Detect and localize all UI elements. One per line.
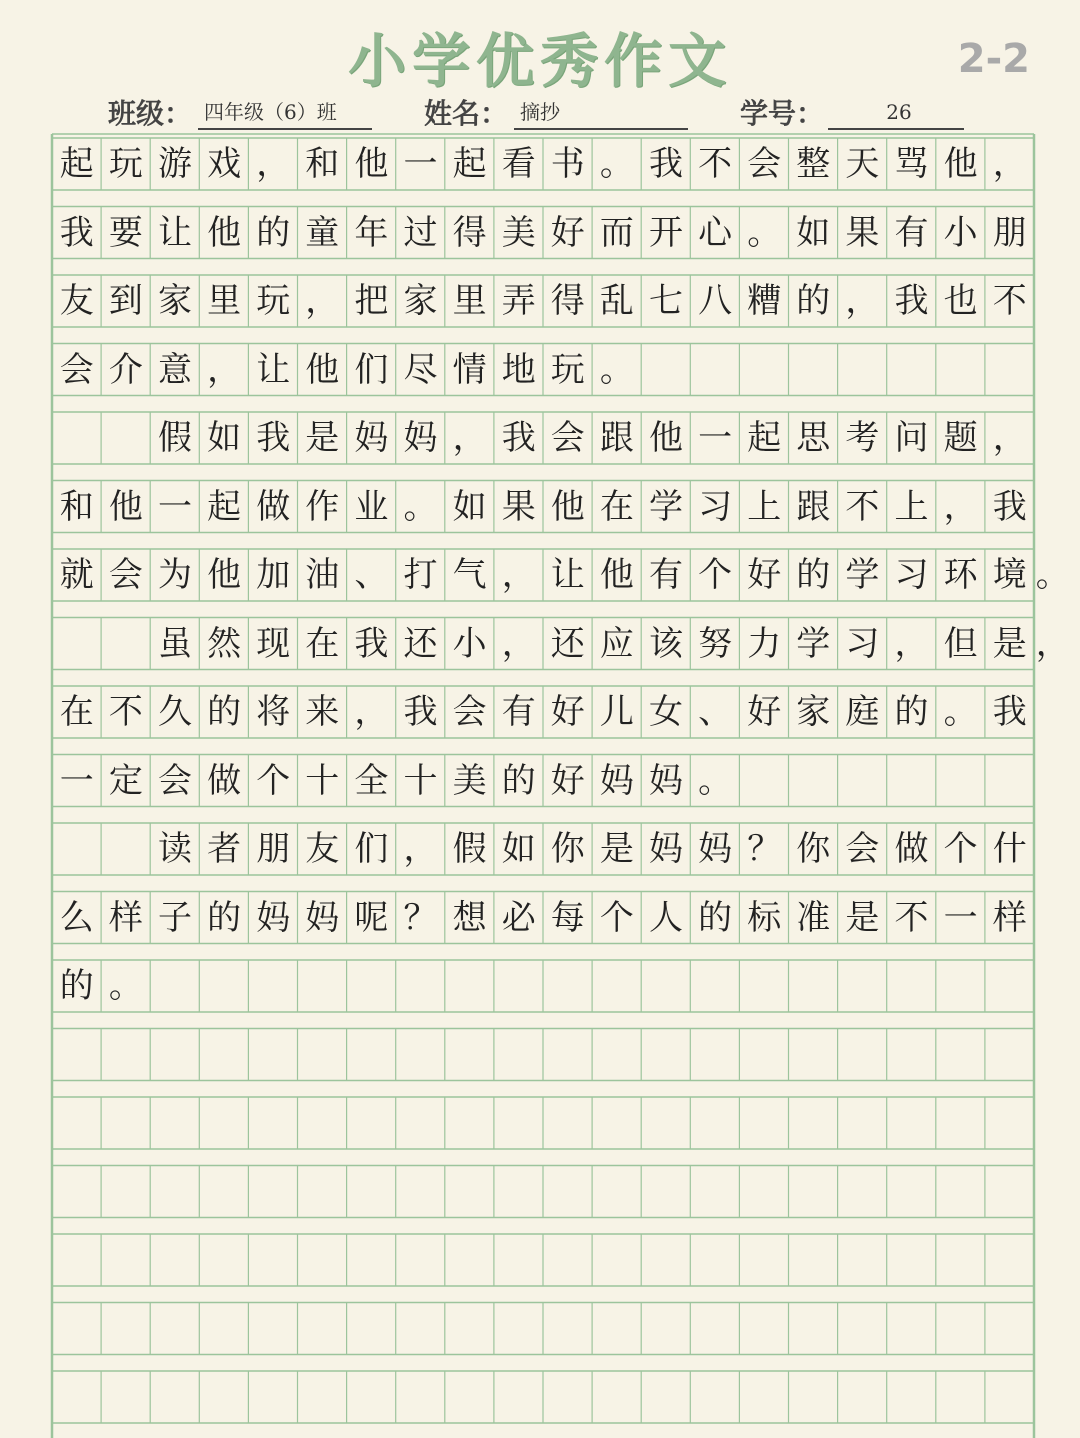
essay-char: 弄 (501, 281, 536, 321)
essay-char: 是 (599, 829, 634, 869)
name-label: 姓名： (424, 97, 509, 130)
essay-char: 的 (207, 692, 242, 732)
essay-char: 童 (305, 212, 340, 253)
essay-char: 他 (305, 349, 340, 390)
essay-char: 不 (108, 692, 143, 732)
essay-char: 女 (648, 692, 683, 732)
essay-char: ？ (403, 897, 438, 938)
essay-char: 地 (501, 349, 536, 390)
essay-char: 戏 (207, 144, 242, 184)
essay-char: 家 (157, 281, 192, 321)
essay-char: 让 (550, 555, 585, 595)
essay-char: 上 (747, 486, 782, 527)
essay-char: ， (943, 486, 978, 527)
essay-char: ， (305, 281, 340, 321)
essay-char: 。 (1035, 555, 1070, 595)
essay-char: 介 (108, 349, 143, 390)
essay-char: 个 (599, 897, 634, 938)
class-value: 四年级（6）班 (198, 96, 372, 130)
essay-char: ， (354, 692, 389, 732)
essay-char: 、 (354, 555, 389, 595)
essay-char: 里 (207, 281, 242, 321)
essay-char: 玩 (108, 144, 143, 184)
essay-char: 在 (305, 623, 340, 664)
essay-char: 十 (403, 760, 438, 801)
essay-char: 和 (305, 144, 340, 184)
essay-char: 。 (698, 760, 733, 801)
essay-char: 如 (501, 829, 536, 869)
essay-char: 一 (943, 897, 978, 938)
essay-char: 家 (796, 692, 831, 732)
essay-char: 我 (648, 144, 683, 184)
essay-char: 他 (599, 555, 634, 595)
essay-char: 妈 (256, 897, 291, 938)
essay-char: 来 (305, 692, 340, 732)
essay-char: 起 (59, 144, 94, 184)
essay-char: 气 (452, 555, 487, 595)
essay-char: 会 (157, 760, 192, 801)
essay-char: 的 (59, 966, 94, 1006)
essay-char: 玩 (550, 349, 585, 390)
essay-char: 问 (894, 418, 929, 458)
essay-char: 我 (256, 418, 291, 458)
essay-char: 个 (698, 555, 733, 595)
essay-char: 天 (845, 144, 880, 184)
essay-char: 和 (59, 486, 94, 527)
essay-char: 思 (796, 418, 831, 458)
essay-char: 一 (403, 144, 438, 184)
essay-char: ？ (747, 829, 782, 869)
essay-char: 有 (894, 212, 929, 253)
essay-char: 会 (59, 349, 94, 390)
essay-char: 年 (354, 212, 389, 253)
essay-char: 八 (698, 281, 733, 321)
essay-char: 整 (796, 144, 831, 184)
essay-char: 妈 (599, 760, 634, 801)
essay-char: 家 (403, 281, 438, 321)
essay-char: 他 (207, 555, 242, 595)
essay-char: 我 (992, 486, 1027, 527)
essay-char: 做 (894, 829, 929, 869)
essay-char: 让 (256, 349, 291, 390)
essay-char: 为 (157, 555, 192, 595)
essay-char: 心 (698, 212, 733, 253)
essay-char: 努 (698, 623, 733, 664)
essay-char: 考 (845, 418, 880, 458)
essay-char: 业 (354, 486, 389, 527)
essay-char: ， (501, 555, 536, 595)
essay-char: 意 (157, 349, 192, 390)
page-title: 小学优秀作文 (347, 27, 732, 95)
essay-char: 是 (845, 897, 880, 938)
essay-char: 过 (403, 212, 438, 253)
essay-char: 骂 (894, 144, 929, 184)
essay-char: 题 (943, 418, 978, 458)
essay-char: 油 (305, 555, 340, 595)
essay-char: 我 (354, 623, 389, 664)
essay-char: 到 (108, 281, 143, 321)
essay-char: ， (992, 418, 1027, 458)
essay-char: 全 (354, 760, 389, 801)
essay-char: 。 (747, 212, 782, 253)
essay-char: 定 (108, 760, 143, 801)
essay-char: 久 (157, 692, 192, 732)
essay-char: 我 (59, 212, 94, 253)
essay-char: 还 (550, 623, 585, 664)
essay-char: 该 (648, 623, 683, 664)
essay-char: 做 (256, 486, 291, 527)
essay-char: 起 (207, 486, 242, 527)
essay-char: 学 (648, 486, 683, 527)
essay-char: 什 (992, 829, 1027, 869)
essay-char: 不 (698, 144, 733, 184)
essay-char: 一 (59, 760, 94, 801)
essay-char: 、 (698, 692, 733, 732)
essay-char: 你 (550, 829, 585, 869)
essay-char: 十 (305, 760, 340, 801)
essay-char: 不 (992, 281, 1027, 321)
essay-char: 乱 (599, 281, 634, 321)
essay-char: 起 (747, 418, 782, 458)
essay-char: ， (501, 623, 536, 664)
essay-char: 情 (452, 349, 487, 390)
essay-char: 境 (992, 555, 1027, 595)
essay-char: 七 (648, 281, 683, 321)
essay-char: 就 (59, 555, 94, 595)
essay-char: 小 (452, 623, 487, 664)
essay-char: 妈 (305, 897, 340, 938)
essay-char: 会 (452, 692, 487, 732)
essay-char: ， (403, 829, 438, 869)
essay-char: 假 (157, 418, 192, 458)
essay-char: 得 (452, 212, 487, 253)
essay-char: ， (452, 418, 487, 458)
essay-char: 标 (747, 897, 782, 938)
essay-char: 读 (157, 829, 192, 869)
essay-char: 的 (501, 760, 536, 801)
essay-char: 我 (501, 418, 536, 458)
essay-char: 我 (992, 692, 1027, 732)
essay-char: 习 (698, 486, 733, 527)
essay-char: 好 (550, 760, 585, 801)
essay-char: 好 (747, 555, 782, 595)
essay-char: 小 (943, 212, 978, 253)
essay-char: 糟 (747, 281, 782, 321)
essay-char: 者 (207, 829, 242, 869)
essay-char: 作 (305, 486, 340, 527)
essay-char: 加 (256, 555, 291, 595)
essay-char: 会 (108, 555, 143, 595)
essay-char: 。 (599, 144, 634, 184)
essay-char: 让 (157, 212, 192, 253)
essay-char: 的 (698, 897, 733, 938)
essay-char: 把 (354, 281, 389, 321)
essay-char: 必 (501, 897, 536, 938)
essay-char: 的 (894, 692, 929, 732)
essay-char: 习 (894, 555, 929, 595)
essay-char: 有 (501, 692, 536, 732)
essay-char: 在 (599, 486, 634, 527)
essay-char: 一 (157, 486, 192, 527)
essay-char: 妈 (648, 829, 683, 869)
essay-char: 打 (403, 555, 438, 595)
essay-char: 你 (796, 829, 831, 869)
essay-char: ， (207, 349, 242, 390)
essay-char: 是 (992, 623, 1027, 664)
essay-char: 环 (943, 555, 978, 595)
essay-char: 庭 (845, 692, 880, 732)
essay-char: 玩 (256, 281, 291, 321)
essay-char: 妈 (354, 418, 389, 458)
essay-char: 他 (207, 212, 242, 253)
essay-char: 跟 (796, 486, 831, 527)
essay-char: 。 (108, 966, 143, 1006)
essay-char: 好 (747, 692, 782, 732)
essay-char: 开 (648, 212, 683, 253)
essay-char: 书 (550, 144, 585, 184)
essay-char: 想 (452, 897, 487, 938)
essay-char: 看 (501, 144, 536, 184)
essay-char: 的 (796, 281, 831, 321)
essay-char: 是 (305, 418, 340, 458)
essay-char: ， (894, 623, 929, 664)
essay-char: 会 (747, 144, 782, 184)
essay-char: 力 (747, 623, 782, 664)
essay-char: 一 (698, 418, 733, 458)
essay-char: 在 (59, 692, 94, 732)
essay-char: 们 (354, 349, 389, 390)
essay-char: 准 (796, 897, 831, 938)
student-no-value: 26 (828, 96, 964, 130)
essay-char: ， (845, 281, 880, 321)
essay-char: 友 (305, 829, 340, 869)
essay-char: 们 (354, 829, 389, 869)
essay-char: 如 (796, 212, 831, 253)
essay-char: 的 (207, 897, 242, 938)
essay-char: 呢 (354, 897, 389, 938)
essay-char: 然 (207, 623, 242, 664)
essay-char: 做 (207, 760, 242, 801)
essay-char: 儿 (599, 692, 634, 732)
essay-char: 每 (550, 897, 585, 938)
essay-char: 会 (550, 418, 585, 458)
essay-char: 也 (943, 281, 978, 321)
essay-char: 样 (992, 897, 1027, 938)
essay-char: 习 (845, 623, 880, 664)
essay-char: 的 (796, 555, 831, 595)
essay-char: 朋 (256, 829, 291, 869)
essay-char: 子 (157, 897, 192, 938)
essay-char: 里 (452, 281, 487, 321)
essay-char: 如 (207, 418, 242, 458)
essay-char: ， (992, 144, 1027, 184)
essay-char: 美 (452, 760, 487, 801)
essay-char: 假 (452, 829, 487, 869)
essay-char: 虽 (157, 623, 192, 664)
essay-char: 上 (894, 486, 929, 527)
essay-char: 还 (403, 623, 438, 664)
essay-char: 好 (550, 692, 585, 732)
essay-char: 有 (648, 555, 683, 595)
essay-char: 妈 (648, 760, 683, 801)
essay-char: 得 (550, 281, 585, 321)
essay-char: 么 (59, 897, 94, 938)
essay-char: 游 (157, 144, 192, 184)
essay-char: 妈 (698, 829, 733, 869)
essay-char: 跟 (599, 418, 634, 458)
essay-char: 。 (403, 486, 438, 527)
essay-char: ， (1035, 623, 1070, 664)
essay-char: 个 (943, 829, 978, 869)
student-no-label: 学号： (740, 97, 825, 130)
essay-char: 。 (599, 349, 634, 390)
essay-char: 朋 (992, 212, 1027, 253)
essay-char: 。 (943, 692, 978, 732)
essay-char: 起 (452, 144, 487, 184)
essay-char: 样 (108, 897, 143, 938)
essay-char: 尽 (403, 349, 438, 390)
essay-char: 果 (845, 212, 880, 253)
essay-char: 如 (452, 486, 487, 527)
essay-char: 友 (59, 281, 94, 321)
essay-char: 妈 (403, 418, 438, 458)
essay-char: 学 (845, 555, 880, 595)
essay-char: 个 (256, 760, 291, 801)
essay-char: 人 (648, 897, 683, 938)
essay-char: 他 (108, 486, 143, 527)
essay-char: 学 (796, 623, 831, 664)
essay-char: 现 (256, 623, 291, 664)
essay-char: ， (256, 144, 291, 184)
essay-char: 应 (599, 623, 634, 664)
name-value: 摘抄 (514, 96, 688, 130)
essay-char: 我 (403, 692, 438, 732)
essay-char: 会 (845, 829, 880, 869)
essay-char: 他 (648, 418, 683, 458)
essay-char: 而 (599, 212, 634, 253)
essay-char: 我 (894, 281, 929, 321)
essay-char: 但 (943, 623, 978, 664)
essay-char: 果 (501, 486, 536, 527)
essay-char: 要 (108, 212, 143, 253)
essay-char: 不 (894, 897, 929, 938)
essay-char: 好 (550, 212, 585, 253)
essay-char: 他 (550, 486, 585, 527)
class-label: 班级： (108, 97, 193, 130)
essay-char: 不 (845, 486, 880, 527)
essay-char: 美 (501, 212, 536, 253)
essay-char: 他 (943, 144, 978, 184)
essay-char: 将 (256, 692, 291, 732)
essay-char: 的 (256, 212, 291, 253)
essay-char: 他 (354, 144, 389, 184)
page-number: 2-2 (957, 36, 1030, 82)
